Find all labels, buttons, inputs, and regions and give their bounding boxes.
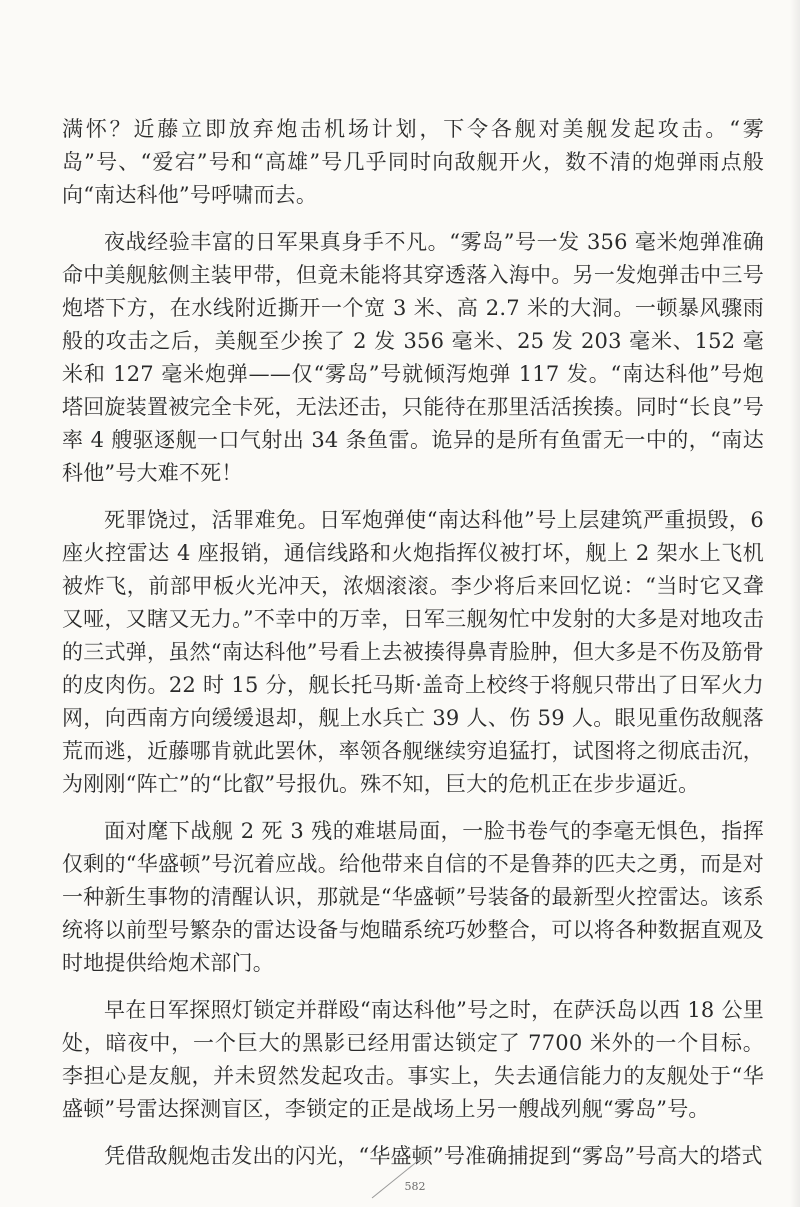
paragraph-1: 满怀？近藤立即放弃炮击机场计划，下令各舰对美舰发起攻击。“雾岛”号、“爱宕”号和“高雄”号几乎同时向敌舰开火，数不清的炮弹雨点般向“南达科他”号呼啸而去。 <box>62 117 764 207</box>
page-edge-shadow <box>790 0 800 1207</box>
paragraph-2: 夜战经验丰富的日军果真身手不凡。“雾岛”号一发 356 毫米炮弹准确命中美舰舷侧主装甲带，但竟未能将其穿透落入海中。另一发炮弹击中三号炮塔下方，在水线附近撕开一个宽 3 米、高 2.7 米的大洞。一顿暴风骤雨般的攻击之后，美舰至少挨了 2 发 356 毫米、25 发 203 毫米、152 毫米和 127 毫米炮弹——仅“雾岛”号就倾泻炮弹 117 发。“南达科他”号炮塔回旋装置被完全卡死，无法还击，只能待在那里活活挨揍。同时“长良”号率 4 艘驱逐舰一口气射出 34 条鱼雷。诡异的是所有鱼雷无一中的，“南达科他”号大难不死！ <box>62 230 764 485</box>
body-text <box>62 113 764 1187</box>
paragraph-6: 凭借敌舰炮击发出的闪光，“华盛顿”号准确捕捉到“雾岛”号高大的塔式 <box>104 1144 763 1168</box>
footer-slash-mark <box>368 1154 428 1200</box>
paragraph-5: 早在日军探照灯锁定并群殴“南达科他”号之时，在萨沃岛以西 18 公里处，暗夜中，一个巨大的黑影已经用雷达锁定了 7700 米外的一个目标。李担心是友舰，并未贸然发起攻击。事实上，失去通信能力的友舰处于“华盛顿”号雷达探测盲区，李锁定的正是战场上另一艘战列舰“雾岛”号。 <box>62 998 764 1121</box>
page-number: 582 <box>404 1180 426 1193</box>
paragraph-4: 面对麾下战舰 2 死 3 残的难堪局面，一脸书卷气的李毫无惧色，指挥仅剩的“华盛顿”号沉着应战。给他带来自信的不是鲁莽的匹夫之勇，而是对一种新生事物的清醒认识，那就是“华盛顿”号装备的最新型火控雷达。该系统将以前型号繁杂的雷达设备与炮瞄系统巧妙整合，可以将各种数据直观及时地提供给炮术部门。 <box>62 819 764 975</box>
paragraph-3: 死罪饶过，活罪难免。日军炮弹使“南达科他”号上层建筑严重损毁，6 座火控雷达 4 座报销，通信线路和火炮指挥仪被打坏，舰上 2 架水上飞机被炸飞，前部甲板火光冲天，浓烟滚滚。李少将后来回忆说：“当时它又聋又哑，又瞎又无力。”不幸中的万幸，日军三舰匆忙中发射的大多是对地攻击的三式弹，虽然“南达科他”号看上去被揍得鼻青脸肿，但大多是不伤及筋骨的皮肉伤。22 时 15 分，舰长托马斯·盖奇上校终于将舰只带出了日军火力网，向西南方向缓缓退却，舰上水兵亡 39 人、伤 59 人。眼见重伤敌舰落荒而逃，近藤哪肯就此罢休，率领各舰继续穷追猛打，试图将之彻底击沉，为刚刚“阵亡”的“比叡”号报仇。殊不知，巨大的危机正在步步逼近。 <box>62 508 764 796</box>
